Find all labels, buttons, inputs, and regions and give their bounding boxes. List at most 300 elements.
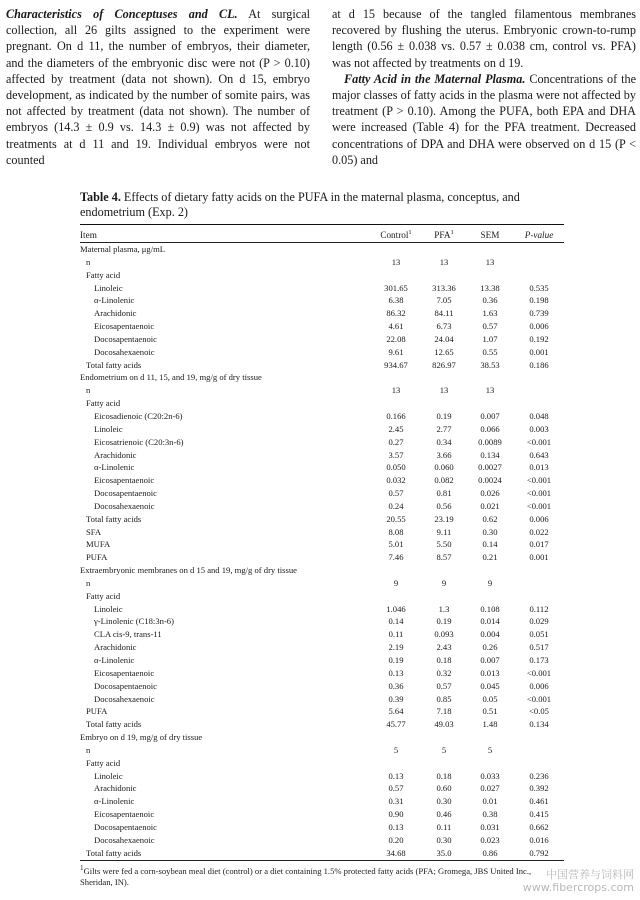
cell-control: 0.27 xyxy=(388,436,404,447)
cell-pvalue: 0.022 xyxy=(529,526,549,537)
row-label: Docosahexaenoic xyxy=(94,693,155,704)
cell-sem: 38.53 xyxy=(480,359,500,370)
cell-control: 6.38 xyxy=(388,295,404,306)
cell-sem: 0.0027 xyxy=(478,462,502,473)
table-row xyxy=(80,718,564,731)
cell-control: 0.032 xyxy=(386,475,406,486)
cell-sem xyxy=(466,564,514,577)
cell-sem: 0.004 xyxy=(480,629,500,640)
cell-pvalue xyxy=(514,577,564,590)
cell-pvalue: 0.173 xyxy=(529,655,549,665)
cell-pfa: 826.97 xyxy=(432,359,456,370)
row-label: n xyxy=(86,744,91,755)
table-row xyxy=(80,461,564,474)
table-bottom-rule xyxy=(80,860,564,861)
row-label: Docosapentaenoic xyxy=(94,333,157,344)
cell-pfa: 0.81 xyxy=(436,488,452,499)
cell-control: 4.61 xyxy=(388,321,404,332)
row-label: Docosapentaenoic xyxy=(94,821,157,832)
cell-pfa: 8.57 xyxy=(436,552,452,563)
cell-sem xyxy=(466,731,514,744)
table-row xyxy=(80,282,564,295)
table-body xyxy=(80,243,564,860)
cell-pvalue: 0.006 xyxy=(529,680,549,691)
cell-pfa: 0.85 xyxy=(436,693,452,704)
row-label: Eicosadienoic (C20:2n-6) xyxy=(94,410,183,421)
cell-pvalue xyxy=(514,269,564,282)
cell-pfa: 5.50 xyxy=(436,539,452,550)
row-label: Docosahexaenoic xyxy=(94,834,155,845)
row-label: Arachidonic xyxy=(94,783,137,794)
cell-pvalue: 0.006 xyxy=(529,321,549,332)
body-text-columns xyxy=(6,6,634,176)
cell-pfa: 7.18 xyxy=(436,706,452,717)
cell-control: 8.08 xyxy=(388,526,404,537)
row-label: Fatty acid xyxy=(86,269,121,280)
table-row xyxy=(80,526,564,539)
row-label: Eicosatrienoic (C20:3n-6) xyxy=(94,436,184,447)
cell-pfa: 0.56 xyxy=(436,500,452,511)
table-row xyxy=(80,744,564,757)
cell-pvalue xyxy=(514,590,564,603)
table-number: Table 4. xyxy=(80,190,121,204)
cell-control: 3.57 xyxy=(388,449,404,460)
cell-pfa xyxy=(422,397,466,410)
cell-control: 0.57 xyxy=(388,783,404,794)
table-row xyxy=(80,256,564,269)
table-row xyxy=(80,294,564,307)
table-header xyxy=(80,225,564,243)
row-label: Total fatty acids xyxy=(86,719,142,730)
table-row xyxy=(80,770,564,783)
cell-sem xyxy=(466,243,514,256)
row-label: Arachidonic xyxy=(94,449,137,460)
cell-control: 0.90 xyxy=(388,809,404,820)
cell-pfa: 0.093 xyxy=(434,629,454,640)
cell-sem: 0.14 xyxy=(482,539,498,550)
row-label: Eicosapentaenoic xyxy=(94,667,155,678)
cell-pvalue: 0.006 xyxy=(529,513,549,524)
table-row xyxy=(80,307,564,320)
cell-sem: 0.38 xyxy=(482,809,498,820)
cell-control: 9 xyxy=(393,577,399,588)
table-caption-text: Effects of dietary fatty acids on the PUFA in the maternal plasma, conceptus, and endometrium (Exp. 2) xyxy=(80,190,520,219)
cell-pfa: 313.36 xyxy=(432,282,456,293)
cell-control: 0.24 xyxy=(388,500,404,511)
table-row xyxy=(80,821,564,834)
table-row xyxy=(80,269,564,282)
cell-control: 0.39 xyxy=(388,693,404,704)
cell-control xyxy=(370,371,422,384)
row-label: PUFA xyxy=(86,706,108,717)
cell-control: 22.08 xyxy=(386,333,406,344)
cell-pfa: 6.73 xyxy=(436,321,452,332)
cell-pvalue: 0.792 xyxy=(529,847,549,858)
cell-pvalue: 0.003 xyxy=(529,423,549,434)
cell-pfa: 0.32 xyxy=(436,667,452,678)
table-row xyxy=(80,500,564,513)
table-row xyxy=(80,603,564,616)
cell-sem: 0.62 xyxy=(482,513,498,524)
cell-pvalue xyxy=(514,564,564,577)
cell-control: 20.55 xyxy=(386,513,406,524)
cell-pvalue: 0.739 xyxy=(529,308,549,319)
cell-control: 0.14 xyxy=(388,616,404,627)
cell-sem: 0.066 xyxy=(480,423,500,434)
row-label: SFA xyxy=(86,526,102,537)
table-4 xyxy=(80,190,564,888)
cell-control: 34.68 xyxy=(386,847,406,858)
table-row xyxy=(80,359,564,372)
cell-control: 7.46 xyxy=(388,552,404,563)
cell-control xyxy=(370,757,422,770)
cell-pvalue xyxy=(514,744,564,757)
cell-pvalue: 0.643 xyxy=(529,449,549,460)
cell-pvalue: 0.001 xyxy=(529,346,549,357)
row-label: Embryo on d 19, mg/g of dry tissue xyxy=(80,732,203,743)
cell-sem: 0.026 xyxy=(480,488,500,499)
table-row xyxy=(80,705,564,718)
cell-sem: 0.36 xyxy=(482,295,498,306)
row-label: Total fatty acids xyxy=(86,359,142,370)
header-control-sup: 1 xyxy=(408,228,412,236)
left-paragraph-text: At surgical collection, all 26 gilts assigned to the experiment were pregnant. On d 11, the number of embryos, their diameter, and the diameters of the embryonic disc were not (P > 0.10) affected by treatment (data not shown). On d 15, embryo development, as indicated by the number of somite pairs, was not affected by treatment (data not shown). The number of embryos (14.3 ± 0.9 vs. 14.3 ± 0.9) was not affected by treatments at d 11 and 19. Individual embryos were not counted xyxy=(6,7,310,167)
cell-pfa: 0.11 xyxy=(436,821,452,832)
table-section-row xyxy=(80,731,564,744)
row-label: Maternal plasma, μg/mL xyxy=(80,244,166,254)
row-label: n xyxy=(86,577,91,588)
cell-pfa: 23.19 xyxy=(434,513,454,524)
cell-pfa xyxy=(422,564,466,577)
row-label: Fatty acid xyxy=(86,590,121,601)
row-label: Docosahexaenoic xyxy=(94,346,155,357)
row-label: α-Linolenic xyxy=(94,462,135,473)
cell-control: 0.13 xyxy=(388,821,404,832)
cell-pvalue xyxy=(514,731,564,744)
table-row xyxy=(80,384,564,397)
cell-sem: 0.021 xyxy=(480,500,500,511)
cell-sem: 0.013 xyxy=(480,667,500,678)
cell-pfa: 0.060 xyxy=(434,462,454,473)
row-label: CLA cis-9, trans-11 xyxy=(94,629,162,640)
cell-pvalue: 0.186 xyxy=(529,359,549,370)
row-label: Docosapentaenoic xyxy=(94,488,157,499)
table-row xyxy=(80,436,564,449)
cell-control: 86.32 xyxy=(386,308,406,319)
table-row xyxy=(80,410,564,423)
cell-sem: 0.01 xyxy=(482,796,498,807)
cell-control: 0.19 xyxy=(388,655,404,665)
cell-sem: 0.007 xyxy=(480,655,500,665)
cell-pfa: 5 xyxy=(441,744,447,755)
cell-control: 0.11 xyxy=(388,629,404,640)
row-label: Linoleic xyxy=(94,770,123,781)
table-row xyxy=(80,667,564,680)
table-row xyxy=(80,513,564,526)
table-row xyxy=(80,808,564,821)
table-row xyxy=(80,641,564,654)
cell-pvalue: 0.134 xyxy=(529,719,549,730)
cell-pvalue: 0.535 xyxy=(529,282,549,293)
cell-control: 0.36 xyxy=(388,680,404,691)
cell-pfa xyxy=(422,590,466,603)
cell-control: 301.65 xyxy=(384,282,408,293)
cell-sem: 0.033 xyxy=(480,770,500,781)
cell-sem: 9 xyxy=(487,577,493,588)
cell-sem xyxy=(466,590,514,603)
cell-pvalue: 0.198 xyxy=(529,295,549,306)
row-label: Endometrium on d 11, 15, and 19, mg/g of dry tissue xyxy=(80,372,262,383)
cell-pvalue: 0.029 xyxy=(529,616,549,627)
row-label: Arachidonic xyxy=(94,308,137,319)
cell-pvalue xyxy=(514,397,564,410)
row-label: α-Linolenic xyxy=(94,655,135,665)
cell-pfa: 9.11 xyxy=(436,526,452,537)
cell-sem: 0.031 xyxy=(480,821,500,832)
table-row xyxy=(80,551,564,564)
cell-pvalue: 0.662 xyxy=(529,821,549,832)
table-row xyxy=(80,590,564,603)
cell-pfa: 0.30 xyxy=(436,796,452,807)
row-label: Fatty acid xyxy=(86,398,121,409)
cell-sem xyxy=(466,397,514,410)
header-pvalue: P-value xyxy=(524,229,554,240)
cell-pfa xyxy=(422,269,466,282)
cell-pvalue: 0.461 xyxy=(529,796,549,807)
table-row xyxy=(80,680,564,693)
cell-pvalue: <0.05 xyxy=(529,706,549,717)
header-pfa xyxy=(422,225,466,242)
cell-sem xyxy=(466,757,514,770)
cell-pfa: 49.03 xyxy=(434,719,454,730)
cell-sem: 0.045 xyxy=(480,680,500,691)
row-label: PUFA xyxy=(86,552,108,563)
run-in-heading-conceptuses: Characteristics of Conceptuses and CL. xyxy=(6,7,238,21)
cell-control: 5 xyxy=(393,744,399,755)
cell-sem: 0.023 xyxy=(480,834,500,845)
table-row xyxy=(80,333,564,346)
cell-pvalue xyxy=(514,243,564,256)
cell-pfa: 0.30 xyxy=(436,834,452,845)
cell-pvalue: 0.001 xyxy=(529,552,549,563)
right-paragraph-2 xyxy=(332,71,636,168)
watermark-line-2: www.fibercrops.com xyxy=(522,881,634,894)
cell-sem: 5 xyxy=(487,744,493,755)
left-paragraph xyxy=(6,6,310,168)
cell-pfa: 24.04 xyxy=(434,333,454,344)
cell-sem: 0.86 xyxy=(482,847,498,858)
cell-pvalue: 0.112 xyxy=(529,603,549,614)
header-control-label: Control xyxy=(380,230,409,241)
header-sem: SEM xyxy=(480,229,500,240)
row-label: Arachidonic xyxy=(94,642,137,653)
row-label: γ-Linolenic (C18:3n-6) xyxy=(94,616,174,627)
right-paragraph-2-text: Concentrations of the major classes of fatty acids in the plasma were not affected by treatment (P > 0.10). Among the PUFA, both EPA and DHA were increased (Table 4) for the PFA treatment. Decreased concentrations of DPA and DHA were observed on d 15 (P < 0.05) and xyxy=(332,71,636,167)
cell-sem: 0.134 xyxy=(480,449,500,460)
cell-sem: 0.21 xyxy=(482,552,498,563)
table-row xyxy=(80,397,564,410)
row-label: Linoleic xyxy=(94,603,123,614)
cell-pvalue: <0.001 xyxy=(526,475,552,486)
cell-pfa: 3.66 xyxy=(436,449,452,460)
cell-pvalue: 0.013 xyxy=(529,462,549,473)
row-label: Eicosapentaenoic xyxy=(94,321,155,332)
cell-pfa: 0.57 xyxy=(436,680,452,691)
cell-pvalue xyxy=(514,256,564,269)
footnote-mark: 1 xyxy=(80,863,84,872)
cell-sem: 0.55 xyxy=(482,346,498,357)
table-row xyxy=(80,847,564,860)
table-row xyxy=(80,693,564,706)
row-label: MUFA xyxy=(86,539,111,550)
row-label: Docosahexaenoic xyxy=(94,500,155,511)
cell-sem: 0.0024 xyxy=(478,475,502,486)
cell-control: 5.01 xyxy=(388,539,404,550)
cell-pvalue: <0.001 xyxy=(526,500,552,511)
cell-pfa: 0.34 xyxy=(436,436,452,447)
cell-pvalue: 0.415 xyxy=(529,809,549,820)
cell-control: 9.61 xyxy=(388,346,404,357)
footnote-text: Gilts were fed a corn-soybean meal diet (control) or a diet containing 1.5% protected fatty acids (PFA; Gromega, JBS United Inc., Sheridan, IN). xyxy=(80,865,532,887)
table-caption xyxy=(80,190,564,220)
row-label: Total fatty acids xyxy=(86,513,142,524)
row-label: Docosapentaenoic xyxy=(94,680,157,691)
cell-pfa: 0.18 xyxy=(436,655,452,665)
table-row xyxy=(80,320,564,333)
cell-control: 0.13 xyxy=(388,770,404,781)
left-text-column xyxy=(6,6,310,168)
cell-sem: 0.05 xyxy=(482,693,498,704)
cell-sem: 0.014 xyxy=(480,616,500,627)
cell-pfa xyxy=(422,243,466,256)
cell-sem: 0.30 xyxy=(482,526,498,537)
cell-control: 45.77 xyxy=(386,719,406,730)
cell-pvalue: 0.017 xyxy=(529,539,549,550)
table-row xyxy=(80,577,564,590)
cell-control: 13 xyxy=(391,256,401,267)
cell-control: 0.31 xyxy=(388,796,404,807)
cell-control: 0.050 xyxy=(386,462,406,473)
cell-sem xyxy=(466,371,514,384)
cell-pvalue: 0.192 xyxy=(529,333,549,344)
right-paragraph-1: at d 15 because of the tangled filamentous membranes recovered by flushing the uterus. Embryonic crown-to-rump length (0.56 ± 0.038 vs. 0.57 ± 0.038 cm, control vs. PFA) was not affected by treatments on d 19. xyxy=(332,7,636,70)
row-label: n xyxy=(86,385,91,396)
cell-control: 2.45 xyxy=(388,423,404,434)
row-label: Linoleic xyxy=(94,423,123,434)
cell-control xyxy=(370,269,422,282)
cell-pvalue: 0.517 xyxy=(529,642,549,653)
cell-pvalue xyxy=(514,371,564,384)
cell-sem: 1.63 xyxy=(482,308,498,319)
cell-pvalue xyxy=(514,384,564,397)
cell-pfa xyxy=(422,371,466,384)
cell-pvalue: <0.001 xyxy=(526,667,552,678)
right-text-column xyxy=(332,6,636,168)
cell-pfa: 9 xyxy=(441,577,447,588)
table-row xyxy=(80,615,564,628)
table-row xyxy=(80,795,564,808)
cell-pfa: 0.082 xyxy=(434,475,454,486)
cell-pfa xyxy=(422,731,466,744)
cell-sem: 0.57 xyxy=(482,321,498,332)
table-row xyxy=(80,654,564,667)
cell-pfa: 84.11 xyxy=(434,308,454,319)
cell-control xyxy=(370,564,422,577)
cell-pfa: 12.65 xyxy=(434,346,454,357)
cell-pfa: 0.19 xyxy=(436,616,452,627)
data-table xyxy=(80,225,564,860)
cell-pvalue xyxy=(514,757,564,770)
row-label: α-Linolenic xyxy=(94,295,135,306)
row-label: Extraembryonic membranes on d 15 and 19, mg/g of dry tissue xyxy=(80,565,297,576)
cell-pfa: 2.77 xyxy=(436,423,452,434)
site-watermark xyxy=(523,868,634,894)
table-row xyxy=(80,782,564,795)
cell-sem: 13.38 xyxy=(480,282,500,293)
cell-control xyxy=(370,243,422,256)
cell-pvalue: 0.392 xyxy=(529,783,549,794)
header-pfa-sup: 1 xyxy=(450,228,454,236)
cell-sem: 0.51 xyxy=(482,706,498,717)
cell-pfa: 0.18 xyxy=(436,770,452,781)
cell-control: 1.046 xyxy=(386,603,406,614)
table-row xyxy=(80,449,564,462)
cell-pfa: 7.05 xyxy=(436,295,452,306)
row-label: Eicosapentaenoic xyxy=(94,475,155,486)
cell-pvalue: 0.051 xyxy=(529,629,549,640)
table-row xyxy=(80,423,564,436)
cell-sem: 1.07 xyxy=(482,333,498,344)
cell-pfa: 1.3 xyxy=(438,603,450,614)
header-item: Item xyxy=(80,229,97,240)
cell-pvalue: <0.001 xyxy=(526,693,552,704)
cell-pfa xyxy=(422,757,466,770)
cell-sem: 13 xyxy=(485,256,495,267)
cell-control: 0.57 xyxy=(388,488,404,499)
cell-control: 0.13 xyxy=(388,667,404,678)
cell-control: 934.67 xyxy=(384,359,408,370)
cell-sem xyxy=(466,269,514,282)
cell-sem: 0.0089 xyxy=(478,436,502,447)
cell-pfa: 13 xyxy=(439,385,449,396)
cell-sem: 0.027 xyxy=(480,783,500,794)
run-in-heading-plasma: Fatty Acid in the Maternal Plasma. xyxy=(344,71,526,86)
cell-pfa: 0.46 xyxy=(436,809,452,820)
cell-sem: 0.108 xyxy=(480,603,500,614)
cell-pfa: 2.43 xyxy=(436,642,452,653)
row-label: n xyxy=(86,256,91,267)
cell-control: 0.20 xyxy=(388,834,404,845)
cell-pfa: 0.60 xyxy=(436,783,452,794)
cell-control: 5.64 xyxy=(388,706,404,717)
row-label: α-Linolenic xyxy=(94,796,135,807)
cell-pvalue: <0.001 xyxy=(526,436,552,447)
cell-control xyxy=(370,397,422,410)
cell-pfa: 0.19 xyxy=(436,410,452,421)
header-pfa-label: PFA xyxy=(434,230,451,241)
cell-sem: 0.26 xyxy=(482,642,498,653)
row-label: Fatty acid xyxy=(86,757,121,768)
cell-control xyxy=(370,590,422,603)
cell-pvalue: 0.048 xyxy=(529,410,549,421)
table-row xyxy=(80,628,564,641)
cell-pfa: 35.0 xyxy=(436,847,452,858)
table-row xyxy=(80,538,564,551)
table-section-row xyxy=(80,564,564,577)
row-label: Eicosapentaenoic xyxy=(94,809,155,820)
cell-pvalue: 0.016 xyxy=(529,834,549,845)
cell-sem: 1.48 xyxy=(482,719,498,730)
